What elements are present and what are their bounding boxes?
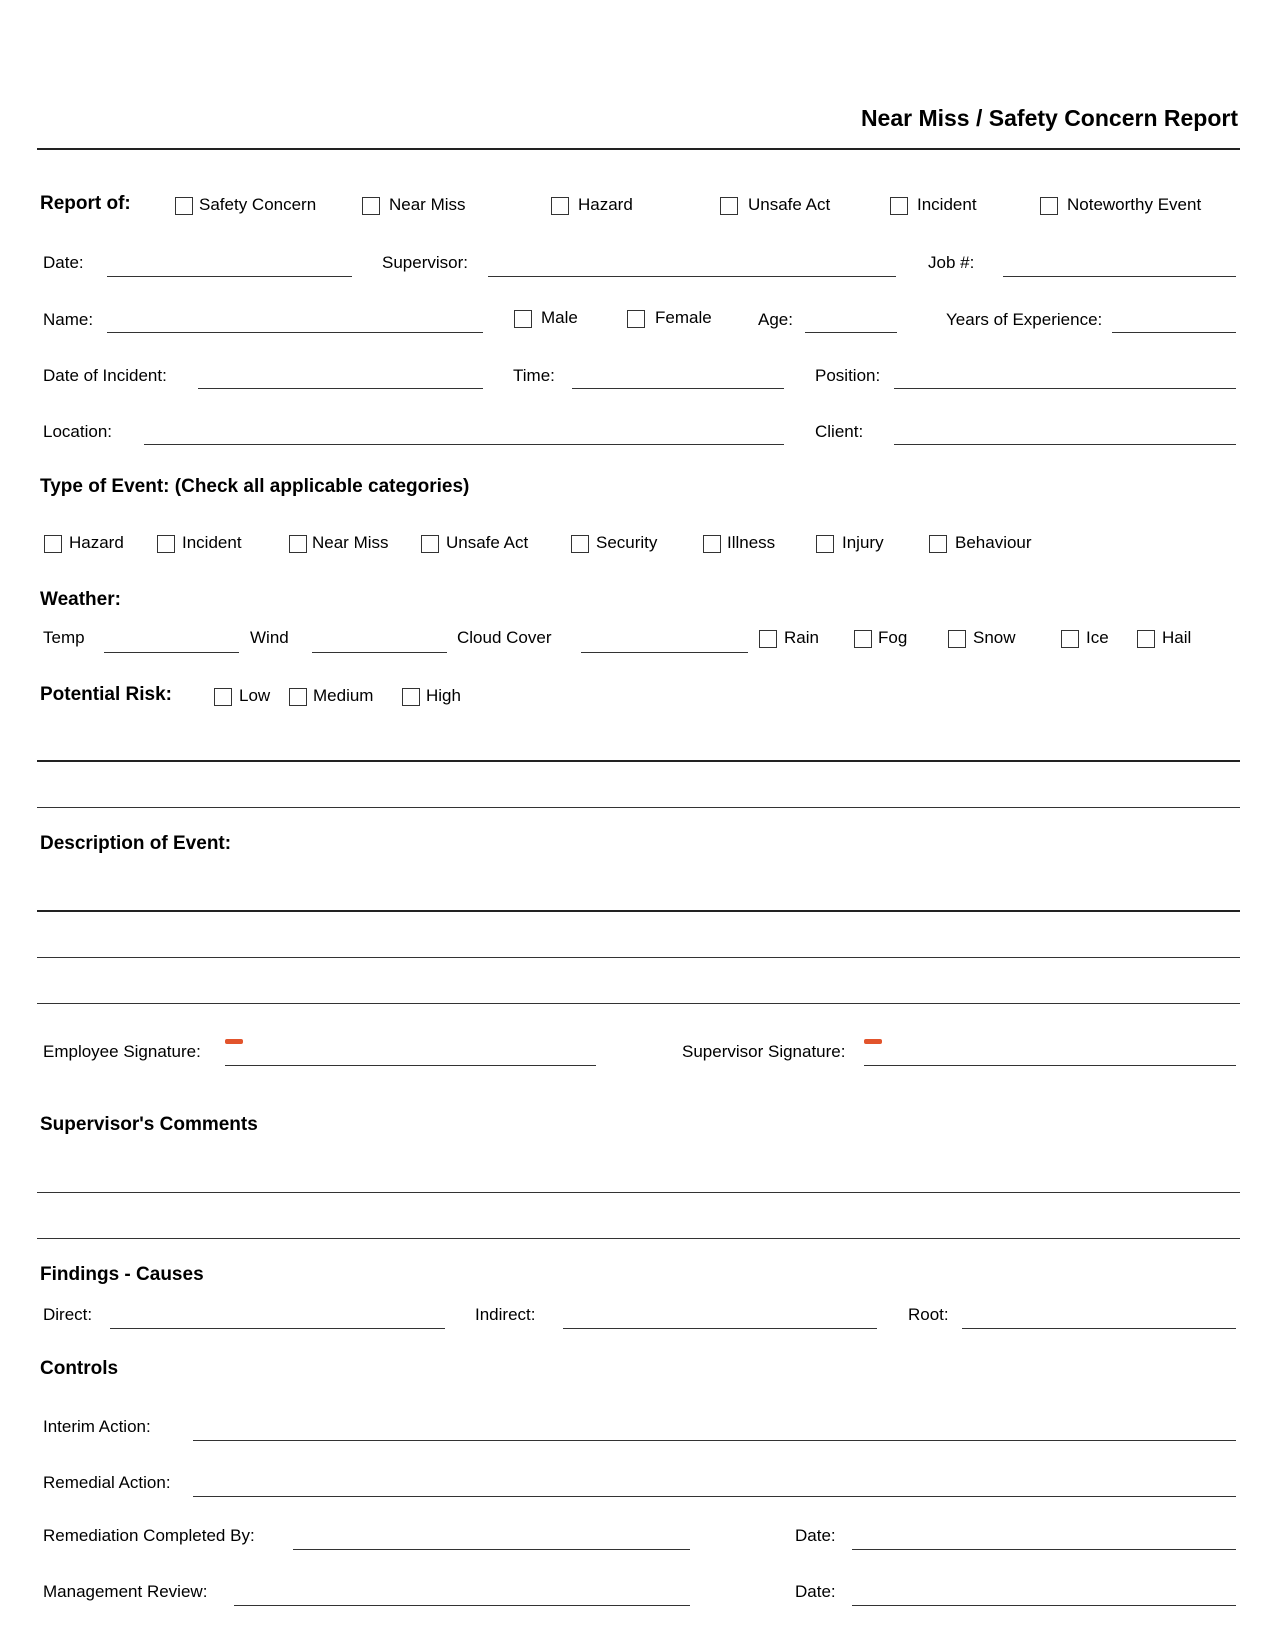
report-noteworthy-event-checkbox[interactable] bbox=[1040, 197, 1058, 215]
position-label: Position: bbox=[815, 366, 881, 385]
indirect-field[interactable] bbox=[563, 1328, 877, 1329]
event-hazard-checkbox[interactable] bbox=[44, 535, 62, 553]
date-field[interactable] bbox=[107, 276, 352, 277]
report-incident-checkbox[interactable] bbox=[890, 197, 908, 215]
event-near-miss-checkbox[interactable] bbox=[289, 535, 307, 553]
review-date-field[interactable] bbox=[852, 1605, 1236, 1606]
employee-signature-label: Employee Signature: bbox=[43, 1042, 201, 1061]
event-unsafe-act-label: Unsafe Act bbox=[446, 533, 529, 552]
weather-hail-checkbox[interactable] bbox=[1137, 630, 1155, 648]
remediation-completed-by-label: Remediation Completed By: bbox=[43, 1526, 255, 1545]
risk-notes-line-1[interactable] bbox=[37, 760, 1240, 762]
weather-rain-label: Rain bbox=[784, 628, 819, 647]
supervisor-comments-heading: Supervisor's Comments bbox=[40, 1114, 258, 1135]
interim-action-label: Interim Action: bbox=[43, 1417, 151, 1436]
weather-fog-label: Fog bbox=[878, 628, 908, 647]
report-unsafe-act-checkbox[interactable] bbox=[720, 197, 738, 215]
weather-hail-label: Hail bbox=[1162, 628, 1192, 647]
supervisor-label: Supervisor: bbox=[382, 253, 468, 272]
event-hazard-label: Hazard bbox=[69, 533, 124, 552]
remediation-date-label: Date: bbox=[795, 1526, 836, 1545]
supervisor-comments-line-1[interactable] bbox=[37, 1192, 1240, 1193]
page-title: Near Miss / Safety Concern Report bbox=[860, 105, 1238, 131]
report-near-miss-checkbox[interactable] bbox=[362, 197, 380, 215]
risk-high-label: High bbox=[426, 686, 461, 705]
type-of-event-heading: Type of Event: (Check all applicable categories) bbox=[40, 476, 470, 497]
risk-medium-checkbox[interactable] bbox=[289, 688, 307, 706]
event-security-label: Security bbox=[596, 533, 658, 552]
remediation-date-field[interactable] bbox=[852, 1549, 1236, 1550]
direct-field[interactable] bbox=[110, 1328, 445, 1329]
supervisor-field[interactable] bbox=[488, 276, 896, 277]
report-hazard-label: Hazard bbox=[578, 195, 633, 214]
event-unsafe-act-checkbox[interactable] bbox=[421, 535, 439, 553]
date-of-incident-label: Date of Incident: bbox=[43, 366, 167, 385]
years-experience-label: Years of Experience: bbox=[946, 310, 1103, 329]
risk-low-checkbox[interactable] bbox=[214, 688, 232, 706]
client-label: Client: bbox=[815, 422, 864, 441]
direct-label: Direct: bbox=[43, 1305, 93, 1324]
management-review-label: Management Review: bbox=[43, 1582, 208, 1601]
cloud-cover-field[interactable] bbox=[581, 652, 748, 653]
description-line-2[interactable] bbox=[37, 957, 1240, 958]
date-label: Date: bbox=[43, 253, 84, 272]
report-near-miss-label: Near Miss bbox=[389, 195, 466, 214]
weather-ice-checkbox[interactable] bbox=[1061, 630, 1079, 648]
interim-action-field[interactable] bbox=[193, 1440, 1236, 1441]
employee-signature-field[interactable] bbox=[225, 1065, 596, 1066]
female-checkbox[interactable] bbox=[627, 310, 645, 328]
weather-fog-checkbox[interactable] bbox=[854, 630, 872, 648]
report-hazard-checkbox[interactable] bbox=[551, 197, 569, 215]
male-checkbox[interactable] bbox=[514, 310, 532, 328]
event-near-miss-label: Near Miss bbox=[312, 533, 389, 552]
supervisor-signature-flag-icon bbox=[864, 1039, 882, 1044]
description-line-3[interactable] bbox=[37, 1003, 1240, 1004]
event-illness-label: Illness bbox=[727, 533, 776, 552]
report-unsafe-act-label: Unsafe Act bbox=[748, 195, 831, 214]
client-field[interactable] bbox=[894, 444, 1236, 445]
female-label: Female bbox=[655, 308, 712, 327]
job-number-field[interactable] bbox=[1003, 276, 1236, 277]
supervisor-comments-line-2[interactable] bbox=[37, 1238, 1240, 1239]
risk-medium-label: Medium bbox=[313, 686, 374, 705]
supervisor-signature-field[interactable] bbox=[864, 1065, 1236, 1066]
event-incident-label: Incident bbox=[182, 533, 242, 552]
management-review-field[interactable] bbox=[234, 1605, 690, 1606]
remediation-completed-by-field[interactable] bbox=[293, 1549, 690, 1550]
position-field[interactable] bbox=[894, 388, 1236, 389]
wind-field[interactable] bbox=[312, 652, 447, 653]
title-divider bbox=[37, 148, 1240, 150]
risk-low-label: Low bbox=[239, 686, 271, 705]
supervisor-signature-label: Supervisor Signature: bbox=[682, 1042, 846, 1061]
date-of-incident-field[interactable] bbox=[198, 388, 483, 389]
location-field[interactable] bbox=[144, 444, 784, 445]
time-label: Time: bbox=[513, 366, 555, 385]
weather-rain-checkbox[interactable] bbox=[759, 630, 777, 648]
risk-notes-line-2[interactable] bbox=[37, 807, 1240, 808]
event-incident-checkbox[interactable] bbox=[157, 535, 175, 553]
controls-heading: Controls bbox=[40, 1358, 119, 1379]
job-number-label: Job #: bbox=[928, 253, 975, 272]
risk-high-checkbox[interactable] bbox=[402, 688, 420, 706]
report-safety-concern-checkbox[interactable] bbox=[175, 197, 193, 215]
weather-ice-label: Ice bbox=[1086, 628, 1109, 647]
weather-snow-checkbox[interactable] bbox=[948, 630, 966, 648]
age-field[interactable] bbox=[805, 332, 897, 333]
findings-heading: Findings - Causes bbox=[40, 1264, 204, 1285]
remedial-action-label: Remedial Action: bbox=[43, 1473, 171, 1492]
event-behaviour-label: Behaviour bbox=[955, 533, 1032, 552]
review-date-label: Date: bbox=[795, 1582, 836, 1601]
report-incident-label: Incident bbox=[917, 195, 977, 214]
event-behaviour-checkbox[interactable] bbox=[929, 535, 947, 553]
event-security-checkbox[interactable] bbox=[571, 535, 589, 553]
description-line-1[interactable] bbox=[37, 910, 1240, 912]
name-field[interactable] bbox=[107, 332, 483, 333]
potential-risk-heading: Potential Risk: bbox=[40, 684, 172, 705]
cloud-cover-label: Cloud Cover bbox=[457, 628, 552, 647]
indirect-label: Indirect: bbox=[475, 1305, 536, 1324]
temp-field[interactable] bbox=[104, 652, 239, 653]
name-label: Name: bbox=[43, 310, 94, 329]
root-label: Root: bbox=[908, 1305, 949, 1324]
event-injury-label: Injury bbox=[842, 533, 884, 552]
location-label: Location: bbox=[43, 422, 112, 441]
weather-heading: Weather: bbox=[40, 589, 121, 610]
description-heading: Description of Event: bbox=[40, 833, 232, 854]
time-field[interactable] bbox=[572, 388, 784, 389]
years-experience-field[interactable] bbox=[1112, 332, 1236, 333]
weather-snow-label: Snow bbox=[973, 628, 1016, 647]
report-of-label: Report of: bbox=[40, 193, 131, 214]
wind-label: Wind bbox=[250, 628, 289, 647]
age-label: Age: bbox=[758, 310, 793, 329]
temp-label: Temp bbox=[43, 628, 85, 647]
report-noteworthy-event-label: Noteworthy Event bbox=[1067, 195, 1202, 214]
male-label: Male bbox=[541, 308, 578, 327]
root-field[interactable] bbox=[962, 1328, 1236, 1329]
employee-signature-flag-icon bbox=[225, 1039, 243, 1044]
report-safety-concern-label: Safety Concern bbox=[199, 195, 317, 214]
event-injury-checkbox[interactable] bbox=[816, 535, 834, 553]
remedial-action-field[interactable] bbox=[193, 1496, 1236, 1497]
event-illness-checkbox[interactable] bbox=[703, 535, 721, 553]
